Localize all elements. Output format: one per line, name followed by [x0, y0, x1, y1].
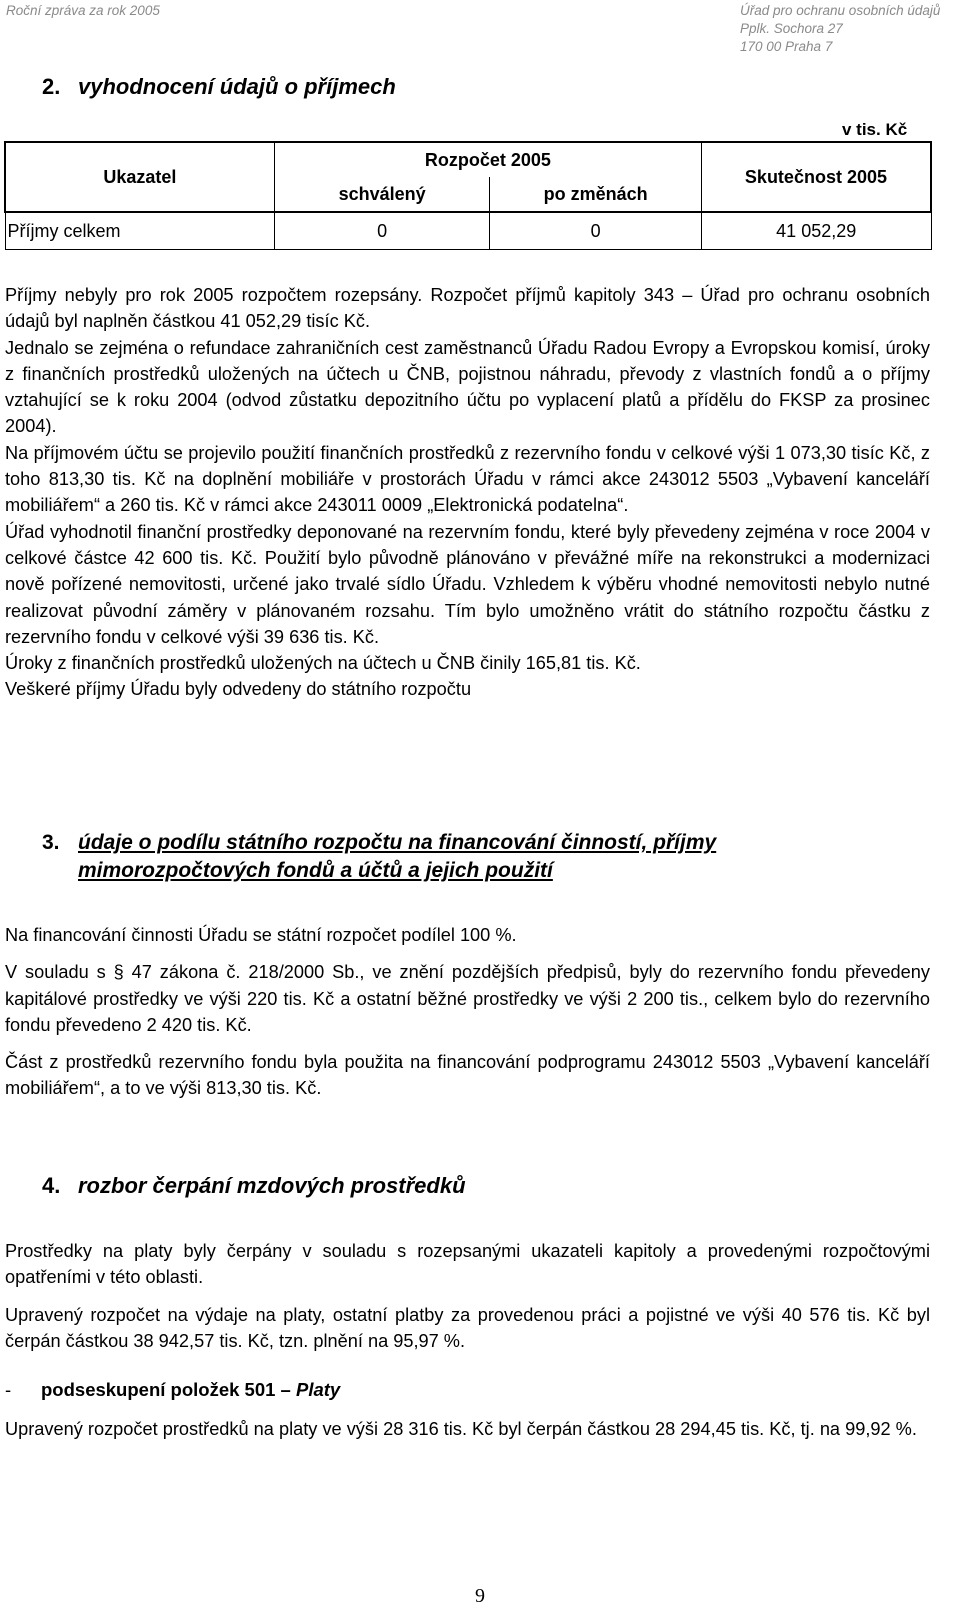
- subgroup-label: podseskupení položek 501: [41, 1379, 276, 1400]
- col-indicator: Ukazatel: [5, 142, 274, 212]
- subgroup-heading: [5, 1379, 340, 1401]
- header-report-title: Roční zpráva za rok 2005: [6, 3, 160, 18]
- section-3-title-line2: mimorozpočtových fondů a účtů a jejich použití: [78, 859, 553, 882]
- col-budget: Rozpočet 2005: [274, 142, 701, 177]
- paragraph: Úřad vyhodnotil finanční prostředky deponované na rezervním fondu, které byly převedeny zejména v roce 2004 v celkové částce 42 600 tis. Kč. Použití bylo původně plánováno v převážné míře na rekonstrukci a modernizaci nově pořízené nemovitosti, určené jako trvalé sídlo Úřadu. Vzhledem k výběru vhodné nemovitosti nebylo nutné realizovat původní záměry v plánovaném rozsahu. Tím bylo umožněno vrátit do státního rozpočtu částku z rezervního fondu v celkové výši 39 636 tis. Kč.: [5, 521, 930, 647]
- row-after-changes-value: 0: [490, 212, 702, 250]
- section-2-number: 2.: [42, 74, 61, 99]
- subgroup-dash: -: [5, 1379, 12, 1400]
- section-3-title-line1: údaje o podílu státního rozpočtu na financování činností, příjmy: [78, 831, 717, 854]
- paragraph: Část z prostředků rezervního fondu byla použita na financování podprogramu 243012 5503 „Vybavení kanceláří mobiliářem“, a to ve výši 813,30 tis. Kč.: [5, 1052, 930, 1099]
- paragraph: Na financování činnosti Úřadu se státní rozpočet podílel 100 %.: [5, 925, 517, 945]
- paragraph: Prostředky na platy byly čerpány v souladu s rozepsanými ukazateli kapitoly a provedenými rozpočtovými opatřeními v této oblasti.: [5, 1241, 930, 1288]
- header-office-address: [740, 2, 940, 56]
- paragraph: Veškeré příjmy Úřadu byly odvedeny do státního rozpočtu: [5, 679, 472, 700]
- header-street: Pplk. Sochora 27: [740, 21, 843, 36]
- unit-label: v tis. Kč: [842, 120, 908, 139]
- section-4-body: [5, 1238, 930, 1354]
- row-label: Příjmy celkem: [5, 212, 274, 250]
- subgroup-body: [5, 1416, 930, 1442]
- section-3-number: 3.: [42, 831, 60, 854]
- paragraph: Na příjmovém účtu se projevilo použití finančních prostředků z rezervního fondu v celkové výši 1 073,30 tisíc Kč, z toho 813,30 tis. Kč na doplnění mobiliáře v prostorách Úřadu v rámci akce 243012 5503 „Vybavení kanceláří mobiliářem“ a 260 tis. Kč v rámci akce 243011 0009 „Elektronická podatelna“.: [5, 442, 930, 516]
- section-3-body: [5, 922, 930, 1102]
- col-approved: schválený: [274, 177, 490, 212]
- subgroup-sep: –: [280, 1379, 291, 1400]
- table-row: [5, 212, 931, 250]
- row-actual-value: 41 052,29: [701, 212, 931, 250]
- section-2-title: vyhodnocení údajů o příjmech: [78, 74, 396, 99]
- col-after-changes: po změnách: [490, 177, 702, 212]
- header-office-name: Úřad pro ochranu osobních údajů: [740, 3, 941, 18]
- paragraph: Příjmy nebyly pro rok 2005 rozpočtem rozepsány. Rozpočet příjmů kapitoly 343 – Úřad pro ochranu osobních údajů byl naplněn částkou 41 052,29 tisíc Kč.: [5, 285, 930, 332]
- header-city: 170 00 Praha 7: [740, 39, 833, 54]
- subgroup-name: Platy: [295, 1379, 341, 1400]
- paragraph: Jednalo se zejména o refundace zahraničních cest zaměstnanců Úřadu Radou Evropy a Evropskou komisí, úroky z finančních prostředků uložených na účtech u ČNB, pojistnou náhradu, převody z vlastních fondů a o příjmy vztahující se k roku 2004 (odvod zůstatku depozitního účtu po vyplacení platů a přídělu do FKSP za prosinec 2004).: [5, 337, 930, 437]
- col-actual: Skutečnost 2005: [701, 142, 931, 212]
- section-2-heading: [42, 74, 396, 100]
- paragraph: Úroky z finančních prostředků uložených na účtech u ČNB činily 165,81 tis. Kč.: [5, 653, 641, 674]
- row-approved-value: 0: [274, 212, 490, 250]
- paragraph: Upravený rozpočet prostředků na platy ve výši 28 316 tis. Kč byl čerpán částkou 28 294,45 tis. Kč, tj. na 99,92 %.: [5, 1419, 917, 1439]
- income-table: [4, 141, 932, 250]
- section-4-number: 4.: [42, 1173, 61, 1198]
- paragraph: V souladu s § 47 zákona č. 218/2000 Sb., ve znění pozdějších předpisů, byly do rezervního fondu převedeny kapitálové prostředky ve výši 220 tis. Kč a ostatní běžné prostředky ve výši 2 200 tis., celkem bylo do rezervního fondu převedeno 2 420 tis. Kč.: [5, 962, 930, 1035]
- section-4-heading: [42, 1173, 466, 1199]
- section-2-body: [5, 282, 930, 703]
- page-number: 9: [475, 1585, 485, 1607]
- paragraph: Upravený rozpočet na výdaje na platy, ostatní platby za provedenou práci a pojistné ve výši 40 576 tis. Kč byl čerpán částkou 38 942,57 tis. Kč, tzn. plnění na 95,97 %.: [5, 1304, 930, 1351]
- section-4-title: rozbor čerpání mzdových prostředků: [78, 1173, 466, 1198]
- section-3-heading: [42, 829, 716, 885]
